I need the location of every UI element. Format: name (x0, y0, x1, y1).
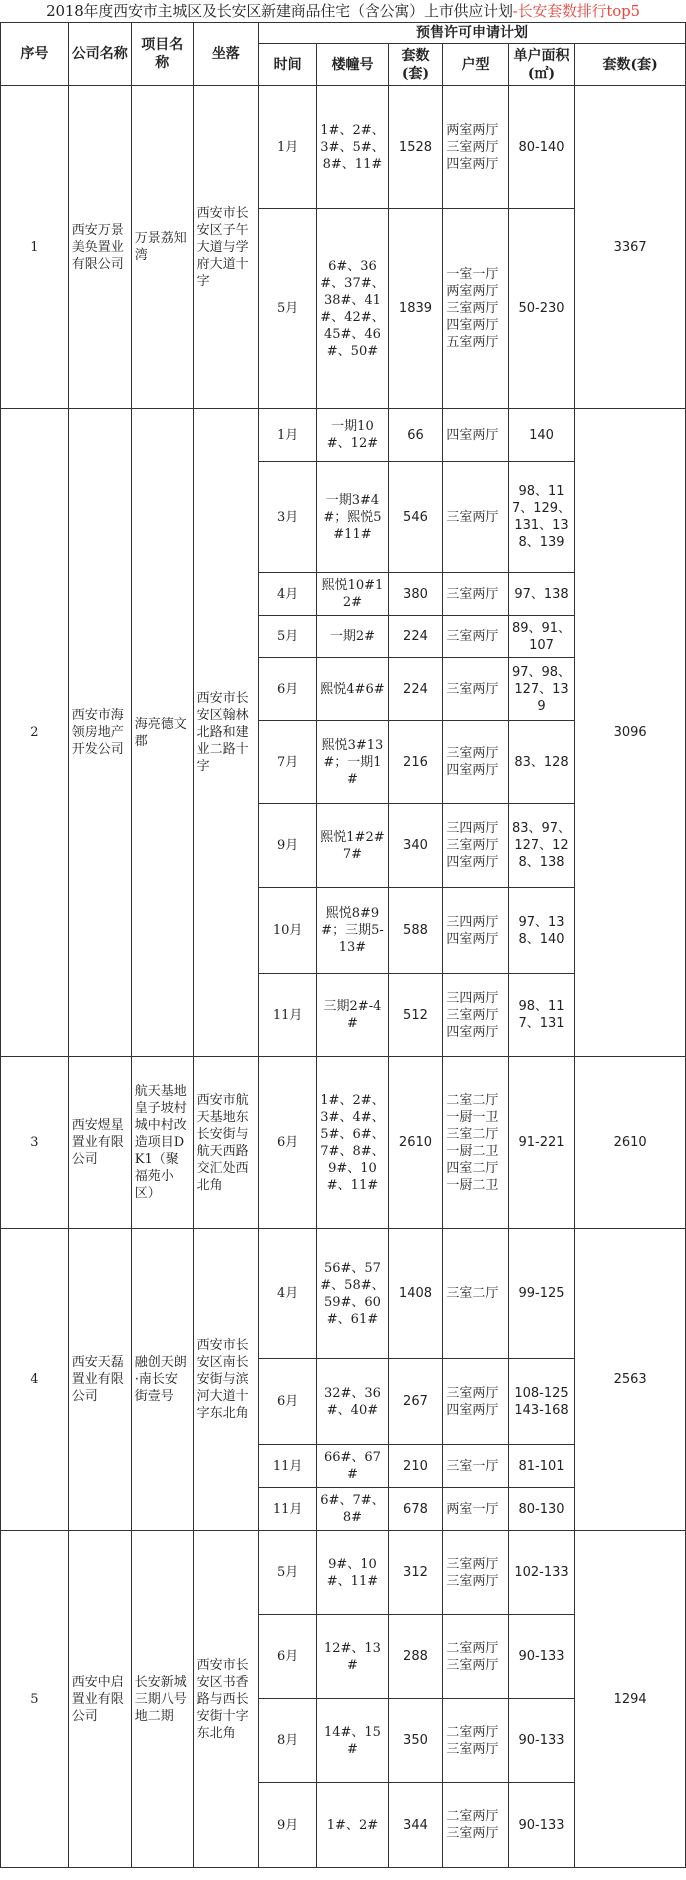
table-body (1, 86, 686, 1868)
table-header (1, 23, 686, 86)
cell-time-text: 6月 (277, 1135, 299, 1150)
cell-building (317, 1057, 388, 1229)
cell-layout-text: 两室两厅 三室两厅 四室两厅 (446, 122, 499, 172)
header-building: 楼幢号 (317, 44, 388, 86)
cell-building (317, 1615, 388, 1699)
cell-area (508, 1783, 575, 1868)
cell-building (317, 888, 388, 974)
cell-units-text: 1408 (398, 1286, 433, 1301)
cell-layout-text: 二室两厅 三室两厅 (446, 1640, 499, 1673)
cell-time-text: 11月 (272, 1458, 303, 1474)
cell-area (508, 1445, 575, 1488)
cell-units-text: 380 (403, 586, 428, 602)
cell-units (388, 1359, 443, 1445)
cell-layout (443, 409, 508, 462)
table-row (1, 1229, 686, 1359)
cell-project-text: 长安新城三期八号地二期 (134, 1674, 187, 1724)
cell-building-text: 1#、2#、3#、4#、5#、6#、7#、8#、9#、10#、11# (320, 1092, 385, 1193)
cell-building-text: 熙悦8#9#；三期5-13# (321, 906, 384, 955)
cell-building (317, 1488, 388, 1531)
cell-time (259, 1783, 317, 1868)
cell-building-text: 熙悦4#6# (320, 681, 385, 697)
cell-time (259, 888, 317, 974)
cell-layout-text: 三室两厅 (446, 509, 499, 525)
cell-area (508, 1531, 575, 1615)
cell-layout (443, 616, 508, 658)
cell-layout-text: 三室一厅 (446, 1458, 499, 1474)
cell-project (131, 1229, 193, 1531)
table-row (1, 409, 686, 462)
cell-units (388, 888, 443, 974)
cell-area (508, 86, 575, 209)
cell-units-text: 340 (403, 838, 428, 853)
cell-area (508, 974, 575, 1057)
cell-units-text: 224 (403, 681, 428, 697)
header-location: 坐落 (193, 23, 258, 86)
cell-time-text: 1月 (277, 427, 299, 443)
cell-units-text: 210 (403, 1458, 428, 1474)
cell-total-text: 1294 (613, 1691, 647, 1707)
cell-layout-text: 三四两厅 四室两厅 (446, 914, 499, 947)
cell-time (259, 616, 317, 658)
cell-layout (443, 1229, 508, 1359)
cell-units-text: 678 (403, 1501, 428, 1517)
cell-units-text: 350 (403, 1733, 428, 1748)
cell-area-text: 80-140 (518, 139, 565, 155)
cell-layout (443, 1057, 508, 1229)
page-title (0, 0, 686, 22)
cell-area-text: 91-221 (518, 1135, 565, 1150)
cell-area-text: 80-130 (518, 1501, 565, 1517)
cell-area (508, 1488, 575, 1531)
cell-location (193, 86, 258, 409)
cell-index (1, 86, 69, 409)
cell-building-text: 56#、57#、58#、59#、60#、61# (320, 1260, 385, 1327)
cell-building-text: 12#、13# (323, 1640, 381, 1673)
cell-units-text: 267 (403, 1394, 428, 1409)
cell-index-text: 1 (30, 239, 39, 255)
cell-total-text: 2610 (613, 1135, 647, 1150)
cell-building-text: 9#、10#、11# (326, 1556, 379, 1589)
cell-time (259, 1531, 317, 1615)
cell-units-text: 224 (403, 629, 428, 644)
cell-time-text: 5月 (277, 629, 299, 644)
cell-company-text: 西安天磊置业有限公司 (71, 1355, 124, 1404)
cell-area-text: 140 (529, 427, 554, 443)
cell-time (259, 409, 317, 462)
cell-building-text: 一期10#、12# (326, 419, 379, 451)
cell-units-text: 546 (403, 509, 428, 525)
cell-units (388, 209, 443, 409)
header-project: 项目名称 (131, 23, 193, 86)
cell-building (317, 1699, 388, 1783)
cell-time-text: 11月 (272, 1007, 303, 1023)
cell-layout-text: 三室两厅 (446, 586, 499, 602)
cell-units-text: 1839 (398, 301, 433, 316)
cell-area-text: 97、138 (514, 586, 569, 602)
cell-index (1, 1057, 69, 1229)
cell-units-text: 312 (403, 1565, 428, 1580)
cell-layout-text: 三室两厅 四室两厅 (446, 746, 499, 778)
cell-area-text: 97、138、140 (518, 914, 565, 947)
cell-building-text: 三期2#-4# (323, 999, 382, 1031)
cell-units (388, 462, 443, 573)
cell-area (508, 1359, 575, 1445)
cell-units (388, 804, 443, 888)
cell-building-text: 1#、2#、3#、5#、8#、11# (320, 122, 385, 172)
cell-area-text: 89、91、107 (511, 620, 572, 653)
cell-layout (443, 1699, 508, 1783)
cell-units (388, 573, 443, 616)
cell-building-text: 一期2# (329, 629, 376, 644)
cell-time-text: 9月 (277, 838, 299, 853)
cell-layout-text: 三室两厅 三室两厅 (446, 1556, 499, 1589)
cell-time (259, 1615, 317, 1699)
cell-building-text: 6#、7#、8# (320, 1493, 385, 1525)
cell-time-text: 11月 (272, 1501, 303, 1517)
supply-plan-table (0, 22, 686, 1868)
cell-building (317, 462, 388, 573)
cell-time-text: 6月 (277, 1649, 299, 1664)
cell-building (317, 721, 388, 804)
cell-building-text: 66#、67# (323, 1450, 381, 1482)
cell-layout (443, 573, 508, 616)
cell-project-text: 航天基地皇子坡村城中村改造项目DK1（聚福苑小区） (134, 1084, 187, 1201)
cell-layout-text: 二室两厅 三室两厅 (446, 1724, 499, 1757)
cell-layout-text: 二室二厅一厨一卫 三室二厅一厨二卫 四室二厅一厨二卫 (446, 1092, 499, 1193)
cell-layout-text: 三室两厅 (446, 681, 499, 697)
cell-time-text: 6月 (277, 1394, 299, 1409)
cell-layout-text: 三室二厅 (446, 1286, 499, 1301)
cell-company (68, 1229, 131, 1531)
cell-location (193, 409, 258, 1057)
cell-area (508, 409, 575, 462)
cell-total (575, 86, 686, 409)
cell-area-text: 83、128 (514, 754, 569, 770)
cell-time-text: 4月 (277, 586, 299, 602)
cell-layout (443, 721, 508, 804)
header-index: 序号 (1, 23, 69, 86)
cell-building (317, 1359, 388, 1445)
title-main: 2018年度西安市主城区及长安区新建商品住宅（含公寓）上市供应计划 (46, 2, 513, 20)
cell-units-text: 2610 (398, 1135, 433, 1150)
table-row (1, 1057, 686, 1229)
cell-time-text: 9月 (277, 1817, 299, 1833)
cell-location-text: 西安市长安区翰林北路和建业二路十字 (196, 691, 249, 774)
header-company: 公司名称 (68, 23, 131, 86)
cell-project (131, 1531, 193, 1868)
cell-area (508, 1699, 575, 1783)
cell-time-text: 8月 (277, 1733, 299, 1748)
cell-units (388, 1531, 443, 1615)
cell-time-text: 4月 (277, 1286, 299, 1301)
cell-units (388, 409, 443, 462)
cell-time (259, 462, 317, 573)
cell-time (259, 1699, 317, 1783)
cell-area (508, 209, 575, 409)
cell-total (575, 1057, 686, 1229)
cell-building-text: 6#、36#、37#、38#、41#、42#、45#、46#、50# (320, 258, 385, 359)
cell-building (317, 209, 388, 409)
cell-building-text: 1#、2# (326, 1817, 379, 1833)
cell-index-text: 3 (30, 1135, 39, 1150)
cell-building (317, 1445, 388, 1488)
cell-units-text: 66 (407, 427, 424, 443)
cell-units-text: 288 (403, 1649, 428, 1664)
cell-location (193, 1531, 258, 1868)
cell-units-text: 512 (403, 1007, 428, 1023)
cell-area (508, 888, 575, 974)
cell-location-text: 西安市长安区书香路与西长安街十字东北角 (196, 1657, 249, 1741)
cell-layout (443, 462, 508, 573)
cell-time-text: 3月 (277, 509, 299, 525)
cell-time (259, 209, 317, 409)
cell-time-text: 1月 (277, 139, 299, 155)
cell-time (259, 1229, 317, 1359)
cell-area-text: 90-133 (518, 1733, 565, 1748)
cell-units (388, 721, 443, 804)
cell-project (131, 86, 193, 409)
cell-layout (443, 1359, 508, 1445)
cell-time (259, 721, 317, 804)
cell-company (68, 1531, 131, 1868)
header-time: 时间 (259, 44, 317, 86)
cell-units-text: 216 (403, 754, 428, 770)
cell-layout (443, 209, 508, 409)
cell-units (388, 658, 443, 721)
cell-time (259, 974, 317, 1057)
cell-time (259, 86, 317, 209)
cell-company (68, 409, 131, 1057)
cell-units (388, 86, 443, 209)
cell-building-text: 32#、36#、40# (323, 1385, 381, 1418)
cell-layout-text: 一室一厅 两室两厅 三室两厅 四室两厅 五室两厅 (446, 267, 499, 350)
cell-time (259, 804, 317, 888)
cell-units-text: 344 (403, 1817, 428, 1833)
cell-units (388, 1699, 443, 1783)
cell-building (317, 573, 388, 616)
cell-units-text: 1528 (398, 139, 433, 155)
cell-layout-text: 三四两厅 三室两厅 四室两厅 (446, 990, 499, 1040)
cell-area-text: 102-133 (514, 1565, 569, 1580)
cell-location (193, 1057, 258, 1229)
cell-time-text: 10月 (272, 923, 303, 938)
table-row (1, 86, 686, 209)
cell-building-text: 熙悦3#13#；一期1# (321, 737, 384, 787)
cell-units (388, 616, 443, 658)
cell-units (388, 1445, 443, 1488)
cell-area (508, 721, 575, 804)
cell-layout (443, 804, 508, 888)
cell-building (317, 409, 388, 462)
cell-building (317, 804, 388, 888)
cell-location-text: 西安市长安区子午大道与学府大道十字 (196, 205, 249, 289)
cell-time-text: 5月 (277, 1565, 299, 1580)
cell-company-text: 西安中启置业有限公司 (71, 1674, 124, 1724)
cell-company (68, 86, 131, 409)
cell-time-text: 5月 (277, 301, 299, 316)
cell-project-text: 海亮德文郡 (134, 716, 187, 749)
cell-layout (443, 86, 508, 209)
cell-company (68, 1057, 131, 1229)
cell-layout-text: 三四两厅 三室两厅 四室两厅 (446, 821, 499, 870)
cell-building (317, 616, 388, 658)
cell-area-text: 108-125 143-168 (514, 1385, 569, 1418)
cell-area-text: 90-133 (518, 1817, 565, 1833)
cell-building (317, 658, 388, 721)
cell-time (259, 658, 317, 721)
cell-company-text: 西安市海领房地产开发公司 (71, 708, 124, 757)
cell-layout (443, 1783, 508, 1868)
header-plan-group: 预售许可申请计划 (259, 23, 686, 44)
cell-area (508, 804, 575, 888)
cell-layout (443, 1488, 508, 1531)
cell-area-text: 97、98、127、139 (511, 664, 572, 714)
header-layout: 户型 (443, 44, 508, 86)
cell-total (575, 409, 686, 1057)
cell-units (388, 1783, 443, 1868)
cell-project (131, 409, 193, 1057)
cell-index-text: 2 (30, 725, 39, 740)
cell-total-text: 3096 (613, 725, 647, 740)
cell-building (317, 974, 388, 1057)
cell-layout-text: 三室两厅 四室两厅 (446, 1385, 499, 1418)
cell-building (317, 86, 388, 209)
cell-building (317, 1783, 388, 1868)
cell-building (317, 1229, 388, 1359)
cell-location-text: 西安市航天基地东长安街与航天西路交汇处西北角 (196, 1092, 249, 1193)
header-area: 单户面积(㎡) (508, 44, 575, 86)
cell-building (317, 1531, 388, 1615)
title-accent: -长安套数排行top5 (512, 2, 640, 20)
cell-building-text: 14#、15# (323, 1724, 381, 1757)
cell-total-text: 2563 (613, 1372, 647, 1387)
cell-time (259, 1057, 317, 1229)
cell-project-text: 万景荔知湾 (134, 231, 187, 263)
cell-time (259, 1488, 317, 1531)
cell-area-text: 50-230 (518, 301, 565, 316)
cell-layout (443, 974, 508, 1057)
header-units: 套数(套) (388, 44, 443, 86)
cell-area-text: 98、117、131 (518, 999, 565, 1031)
cell-index (1, 1531, 69, 1868)
header-total: 套数(套) (575, 44, 686, 86)
cell-total-text: 3367 (613, 239, 647, 255)
cell-layout (443, 1615, 508, 1699)
cell-company-text: 西安万景美奂置业有限公司 (71, 222, 124, 272)
cell-area (508, 1057, 575, 1229)
table-row (1, 1531, 686, 1615)
cell-building-text: 熙悦10#12# (321, 578, 384, 610)
cell-index (1, 1229, 69, 1531)
cell-area (508, 1229, 575, 1359)
cell-units (388, 1229, 443, 1359)
cell-company-text: 西安煜星置业有限公司 (71, 1118, 124, 1167)
cell-units-text: 588 (403, 923, 428, 938)
cell-building-text: 一期3#4#；熙悦5#11# (323, 492, 382, 542)
cell-project (131, 1057, 193, 1229)
cell-units (388, 1488, 443, 1531)
cell-layout-text: 两室一厅 (446, 1501, 499, 1517)
cell-layout (443, 888, 508, 974)
cell-units (388, 1057, 443, 1229)
cell-units (388, 1615, 443, 1699)
cell-area (508, 1615, 575, 1699)
cell-area-text: 98、117、129、131、138、139 (511, 484, 572, 550)
cell-layout (443, 658, 508, 721)
cell-location-text: 西安市长安区南长安街与滨河大道十字东北角 (196, 1338, 249, 1421)
cell-area-text: 90-133 (518, 1649, 565, 1664)
cell-units (388, 974, 443, 1057)
cell-layout-text: 二室两厅 三室两厅 (446, 1809, 499, 1841)
cell-area-text: 83、97、127、128、138 (511, 821, 572, 870)
cell-layout-text: 三室两厅 (446, 629, 499, 644)
cell-area (508, 616, 575, 658)
cell-area-text: 81-101 (518, 1458, 565, 1474)
cell-index-text: 4 (30, 1372, 39, 1387)
cell-layout (443, 1445, 508, 1488)
cell-layout (443, 1531, 508, 1615)
cell-area (508, 573, 575, 616)
cell-total (575, 1229, 686, 1531)
cell-time (259, 1445, 317, 1488)
cell-index (1, 409, 69, 1057)
cell-location (193, 1229, 258, 1531)
cell-time (259, 1359, 317, 1445)
cell-time-text: 7月 (277, 754, 299, 770)
cell-layout-text: 四室两厅 (446, 427, 499, 443)
cell-area-text: 99-125 (518, 1286, 565, 1301)
cell-project-text: 融创天朗·南长安街壹号 (134, 1355, 187, 1404)
cell-time (259, 573, 317, 616)
cell-time-text: 6月 (277, 681, 299, 697)
cell-area (508, 658, 575, 721)
cell-area (508, 462, 575, 573)
cell-building-text: 熙悦1#2#7# (320, 829, 385, 862)
cell-total (575, 1531, 686, 1868)
cell-index-text: 5 (30, 1691, 39, 1707)
